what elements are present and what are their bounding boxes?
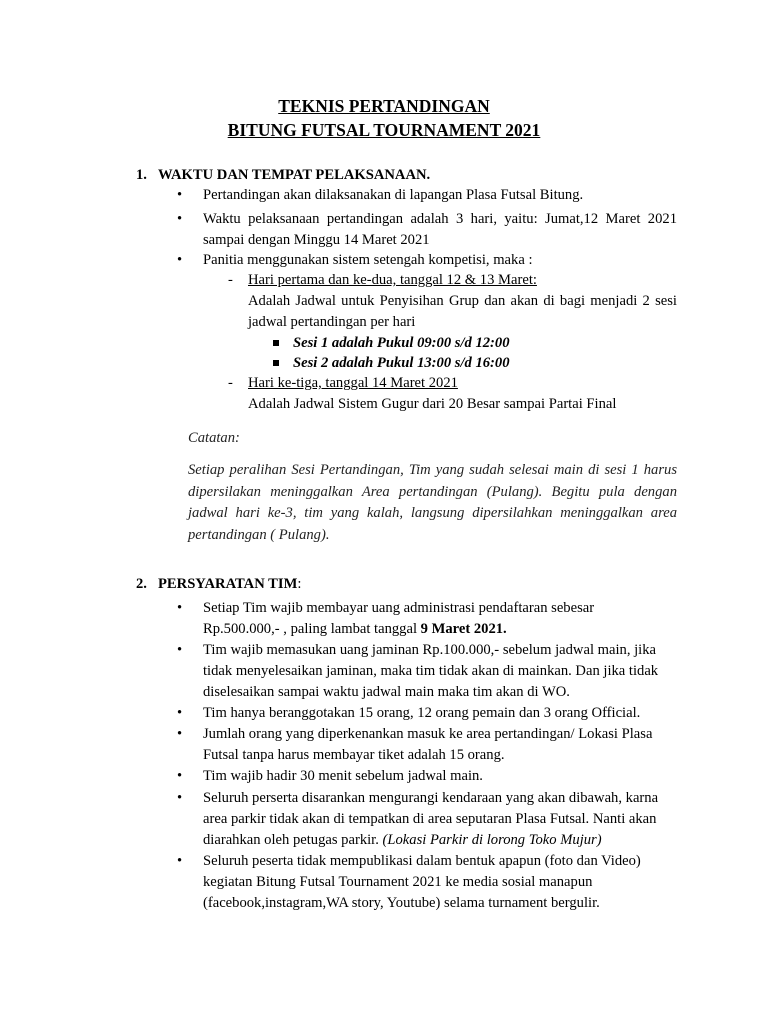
note-body (188, 460, 677, 546)
s2-bullet-publication: • Seluruh peserta tidak mempublikasi dalam bentuk apapun (foto dan Video) kegiatan Bitung Futsal Tournament 2021 ke media sosial manapun (facebook,instagram,WA story, Youtube) selama turnament bergulir. (203, 851, 677, 914)
day-1-2-label: Hari pertama dan ke-dua, tanggal 12 & 13 Maret: (248, 272, 537, 288)
s2-bullet-arrival: • Tim wajib hadir 30 menit sebelum jadwal main. (203, 766, 677, 787)
s2-bullet-deposit: • Tim wajib memasukan uang jaminan Rp.100.000,- sebelum jadwal main, jika tidak menyelesaikan jaminan, maka tim tidak akan di mainkan. Dan jika tidak diselesaikan sampai waktu jadwal main maka tim akan di WO. (203, 640, 677, 703)
section-2-number: 2. (136, 576, 147, 592)
section-2-title: PERSYARATAN TIM (158, 576, 298, 592)
section-2-colon: : (297, 576, 302, 592)
s2-bullet-fee (203, 598, 677, 640)
s1-bullet-system: • Panitia menggunakan sistem setengah kompetisi, maka : (203, 250, 677, 271)
fee-deadline: 9 Maret 2021. (420, 621, 507, 637)
document-subtitle: BITUNG FUTSAL TOURNAMENT 2021 (227, 120, 541, 140)
note-text: Setiap peralihan Sesi Pertandingan, Tim yang sudah selesai main di sesi 1 harus dipersilakan meninggalkan Area pertandingan (Pulang). Begitu pula dengan jadwal hari ke-3, tim yang kalah, langsung dipersilahkan meninggalkan area pertandingan ( Pulang). (188, 462, 677, 543)
parking-text: Seluruh perserta disarankan mengurangi kendaraan yang akan dibawah, karna area parkir tidak akan di tempatkan di area seputaran Plasa Futsal. Nanti akan diarahkan oleh petugas parkir. (203, 790, 659, 848)
section-1-number: 1. (136, 167, 147, 183)
s1-bullet-duration: • Waktu pelaksanaan pertandingan adalah 3 hari, yaitu: Jumat,12 Maret 2021 sampai dengan Minggu 14 Maret 2021 (203, 209, 677, 251)
day-1-2-description: Adalah Jadwal untuk Penyisihan Grup dan akan di bagi menjadi 2 sesi jadwal pertandingan per hari (248, 293, 677, 330)
fee-amount-text: Rp.500.000,- , paling lambat tanggal (203, 621, 421, 637)
day-3-item (228, 373, 677, 394)
day-3-label: Hari ke-tiga, tanggal 14 Maret 2021 (248, 375, 458, 391)
session-1-item: Sesi 1 adalah Pukul 09:00 s/d 12:00 (293, 333, 510, 354)
section-2-heading (136, 574, 301, 595)
section-1-heading (136, 165, 430, 186)
fee-text: Setiap Tim wajib membayar uang administrasi pendaftaran sebesar (203, 600, 595, 616)
dash-marker: - (228, 272, 233, 288)
note-label: Catatan: (188, 430, 240, 446)
session-2-item: Sesi 2 adalah Pukul 13:00 s/d 16:00 (293, 353, 510, 374)
parking-location-note: (Lokasi Parkir di lorong Toko Mujur) (382, 832, 602, 848)
dash-marker: - (228, 375, 233, 391)
s1-bullet-location: • Pertandingan akan dilaksanakan di lapangan Plasa Futsal Bitung. (203, 185, 677, 206)
day-1-2-item (228, 270, 677, 291)
section-1-title: WAKTU DAN TEMPAT PELAKSANAAN. (158, 167, 431, 183)
s2-bullet-members: • Tim hanya beranggotakan 15 orang, 12 orang pemain dan 3 orang Official. (203, 703, 677, 724)
document-title: TEKNIS PERTANDINGAN (278, 96, 490, 116)
s2-bullet-parking (203, 788, 677, 851)
day-3-description: Adalah Jadwal Sistem Gugur dari 20 Besar sampai Partai Final (248, 396, 617, 412)
s2-bullet-entry: • Jumlah orang yang diperkenankan masuk ke area pertandingan/ Lokasi Plasa Futsal tanpa harus membayar tiket adalah 15 orang. (203, 724, 677, 766)
